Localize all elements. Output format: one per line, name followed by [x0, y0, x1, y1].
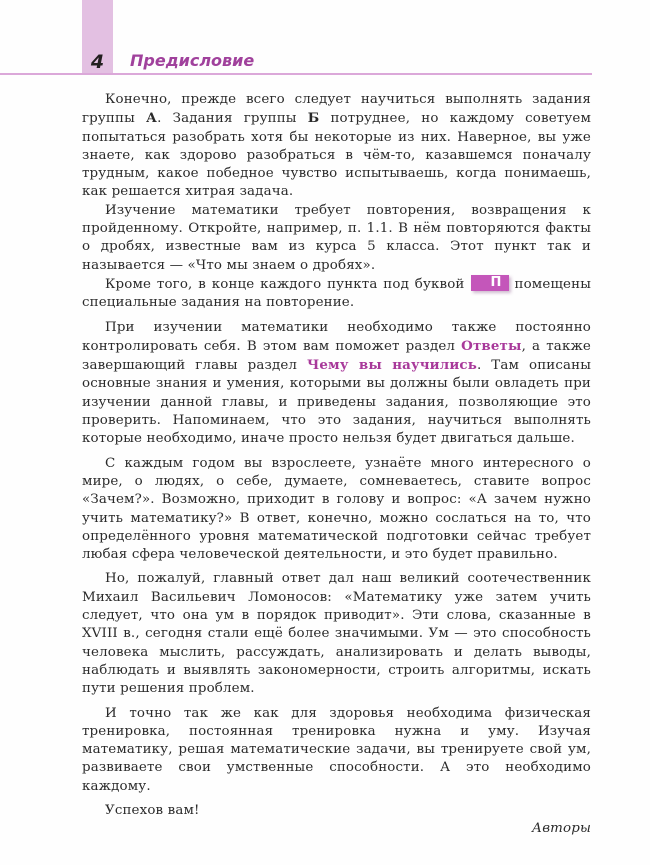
paragraph-8: Успехов вам! [105, 802, 200, 818]
authors-signature: Авторы [531, 821, 591, 837]
header-divider [0, 73, 592, 75]
group-b-label: Б [307, 110, 320, 127]
paragraph-3: Кроме того, в конце каждого пункта под буквой П помещены специальные задания на повторение. [82, 274, 591, 311]
preface-body [82, 91, 591, 839]
group-a-label: А [146, 110, 158, 127]
answers-section-link[interactable]: Ответы [461, 337, 522, 354]
paragraph-4: При изучении математики необходимо также постоянно контролировать себя. В этом вам поможет раздел Ответы, а также завершающий главы раздел Чему вы научились. Там описаны основные знания и умения, которыми вы должны были овладеть при изучении данной главы, и приведены задания, позволяющие это проверить. Напоминаем, что это задания, научиться выполнять которые необходимо, иначе просто нельзя будет двигаться дальше. [82, 319, 592, 447]
review-section-badge-icon [471, 275, 509, 291]
page-number: 4 [90, 51, 105, 73]
paragraph-6: Но, пожалуй, главный ответ дал наш великий соотечественник Михаил Васильевич Ломоносов: «Математику уже затем учить следует, что она ум в порядок приводит». Эти слова, сказанные в XVIII в., сегодня стали ещё более значимыми. Ум — это способность человека мыслить, рассуждать, анализировать и делать выводы, наблюдать и выявлять закономерности, строить алгоритмы, искать пути решения проблем. [82, 571, 591, 697]
paragraph-5: С каждым годом вы взрослеете, узнаёте много интересного о мире, о людях, о себе, думаете, сомневаетесь, ставите вопрос «Зачем?». Возможно, приходит в голову и вопрос: «А зачем нужно учить математику?» В ответ, конечно, можно сослаться на то, что определённого уровня математической подготовки сейчас требует любая сфера человеческой деятельности, и это будет правильно. [82, 455, 591, 563]
section-title: Предисловие [130, 51, 255, 70]
what-you-learned-section-link[interactable]: Чему вы научились [307, 357, 477, 374]
paragraph-7: И точно так же как для здоровья необходима физическая тренировка, постоянная тренировка нужна и уму. Изучая математику, решая математические задачи, вы тренируете свой ум, развиваете свои умственные способности. А это необходимо каждому. [82, 705, 591, 794]
badge-letter: П [490, 274, 502, 290]
paragraph-2: Изучение математики требует повторения, возвращения к пройденному. Откройте, например, п. 1.1. В нём повторяются факты о дробях, известные вам из курса 5 класса. Этот пункт так и называется — «Что мы знаем о дробях». [82, 202, 591, 273]
paragraph-1: Конечно, прежде всего следует научиться выполнять задания группы А. Задания группы Б потруднее, но каждому советуем попытаться разобрать хотя бы некоторые из них. Наверное, вы уже знаете, как здорово разобраться в чём-то, казавшемся поначалу трудным, какое победное чувство испытываешь, когда понимаешь, как решается хитрая задача. [82, 92, 592, 200]
